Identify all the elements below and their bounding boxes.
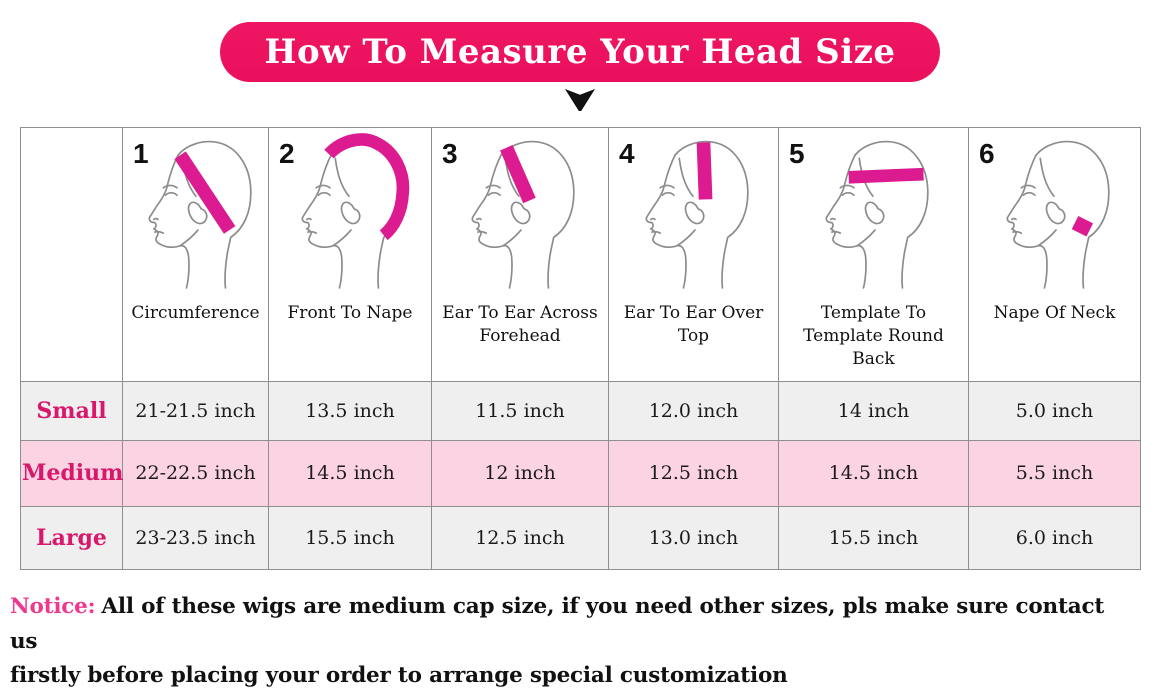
nape-of-neck-head-icon [981, 132, 1129, 290]
measurement-value: 23-23.5 inch [123, 506, 269, 569]
ear-to-ear-across-forehead-head-icon [446, 132, 594, 290]
notice-text-line2: firstly before placing your order to arrange special customization [10, 663, 788, 689]
step-number: 1 [133, 138, 149, 169]
step-number: 3 [442, 138, 458, 169]
measurement-value: 21-21.5 inch [123, 381, 269, 440]
column-label: Template To Template Round Back [803, 303, 944, 369]
measurement-value: 22-22.5 inch [123, 440, 269, 506]
column-label: Nape Of Neck [993, 303, 1116, 323]
column-circumference [123, 128, 269, 382]
measurement-value: 15.5 inch [269, 506, 432, 569]
column-nape-of-neck [969, 128, 1141, 382]
title-banner [220, 22, 939, 82]
corner-cell [21, 128, 123, 382]
measurement-value: 5.5 inch [969, 440, 1141, 506]
notice-text-line1: All of these wigs are medium cap size, if you need other sizes, pls make sure contact us [10, 593, 1105, 654]
page-title: How To Measure Your Head Size [264, 32, 896, 72]
notice-label: Notice: [10, 593, 96, 619]
column-template-to-template [779, 128, 969, 382]
row-label: Large [21, 506, 123, 569]
arrow-row [0, 89, 1160, 113]
measurement-value: 12 inch [432, 440, 609, 506]
step-number: 6 [979, 138, 995, 169]
measurement-value: 6.0 inch [969, 506, 1141, 569]
column-front-to-nape [269, 128, 432, 382]
row-label: Small [21, 381, 123, 440]
size-row-medium [21, 440, 1141, 506]
down-arrow-icon [565, 89, 595, 111]
size-row-large [21, 506, 1141, 569]
step-number: 5 [789, 138, 805, 169]
head-size-table [20, 127, 1141, 570]
measurement-value: 12.5 inch [609, 440, 779, 506]
measurement-value: 11.5 inch [432, 381, 609, 440]
column-ear-to-ear-across-forehead [432, 128, 609, 382]
size-row-small [21, 381, 1141, 440]
measurement-value: 14.5 inch [269, 440, 432, 506]
measurement-value: 12.5 inch [432, 506, 609, 569]
measurement-value: 14.5 inch [779, 440, 969, 506]
measurement-value: 13.0 inch [609, 506, 779, 569]
column-label: Circumference [131, 303, 260, 323]
measurement-value: 12.0 inch [609, 381, 779, 440]
step-number: 2 [279, 138, 295, 169]
measurement-value: 15.5 inch [779, 506, 969, 569]
row-label: Medium [21, 440, 123, 506]
measurement-value: 14 inch [779, 381, 969, 440]
column-label: Front To Nape [287, 303, 413, 323]
column-ear-to-ear-over-top [609, 128, 779, 382]
template-to-template-head-icon [800, 132, 948, 290]
measurement-value: 5.0 inch [969, 381, 1141, 440]
notice [10, 590, 1132, 694]
column-label: Ear To Ear Across Forehead [442, 303, 598, 346]
banner-row [0, 0, 1160, 82]
front-to-nape-head-icon [276, 132, 424, 290]
step-number: 4 [619, 138, 635, 169]
column-label: Ear To Ear Over Top [623, 303, 764, 346]
measurement-value: 13.5 inch [269, 381, 432, 440]
ear-to-ear-over-top-head-icon [620, 132, 768, 290]
illustration-header-row [21, 128, 1141, 382]
